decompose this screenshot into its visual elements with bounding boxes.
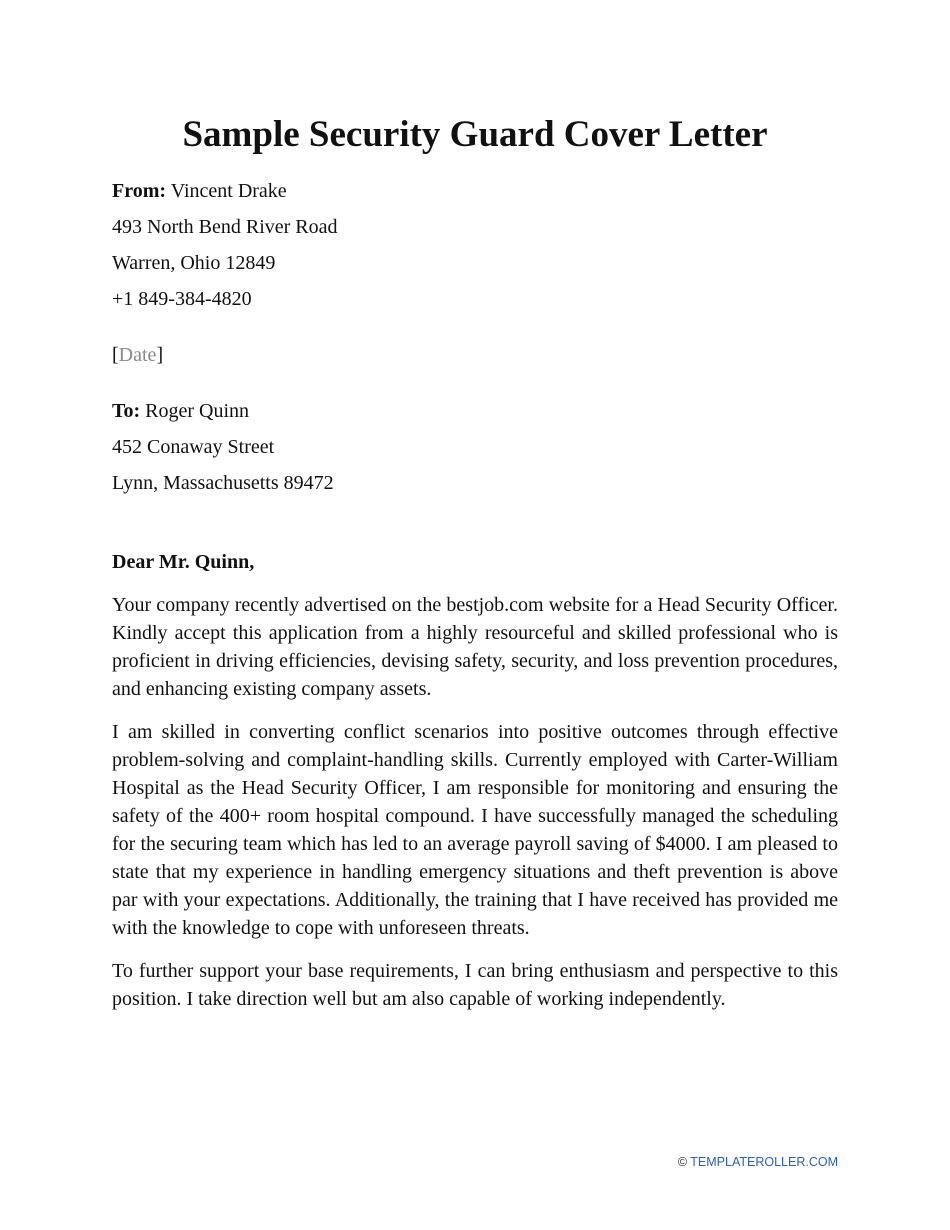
date-line: [112, 342, 163, 368]
sender-name: Vincent Drake: [170, 180, 287, 202]
sender-name-line: [112, 178, 287, 204]
footer-brand-link[interactable]: TEMPLATEROLLER.COM: [690, 1155, 838, 1169]
recipient-name: Roger Quinn: [145, 400, 250, 422]
recipient-street: 452 Conaway Street: [112, 436, 275, 458]
sender-label: From:: [112, 180, 167, 202]
recipient-city: Lynn, Massachusetts 89472: [112, 472, 334, 494]
sender-city: Warren, Ohio 12849: [112, 252, 276, 274]
copyright-symbol: ©: [677, 1155, 688, 1169]
body-paragraph-3: To further support your base requirements, I can bring enthusiasm and perspective to this position. I take direction well but am also capable of working independently.: [112, 960, 838, 1010]
footer-credit: [678, 1154, 838, 1170]
body-paragraph-1: Your company recently advertised on the bestjob.com website for a Head Security Officer. Kindly accept this application from a highly resourceful and skilled professional who is proficient in driving efficiencies, devising safety, security, and loss prevention procedures, and enhancing existing company assets.: [112, 594, 838, 700]
recipient-label: To:: [112, 400, 141, 422]
recipient-name-line: [112, 398, 249, 424]
date-close-bracket: ]: [156, 344, 164, 366]
date-placeholder: Date: [118, 344, 157, 366]
document-title: Sample Security Guard Cover Letter: [182, 114, 768, 155]
sender-phone: +1 849-384-4820: [112, 288, 252, 310]
sender-street: 493 North Bend River Road: [112, 216, 338, 238]
body-paragraph-2: I am skilled in converting conflict scenarios into positive outcomes through effective problem-solving and complaint-handling skills. Currently employed with Carter-William Hospital as the Head Security Officer, I am responsible for monitoring and ensuring the safety of the 400+ room hospital compound. I have successfully managed the scheduling for the securing team which has led to an average payroll saving of $4000. I am pleased to state that my experience in handling emergency situations and theft prevention is above par with your expectations. Additionally, the training that I have received has provided me with the knowledge to cope with unforeseen threats.: [112, 721, 838, 939]
date-open-bracket: [: [112, 344, 119, 366]
salutation: Dear Mr. Quinn,: [112, 551, 255, 573]
